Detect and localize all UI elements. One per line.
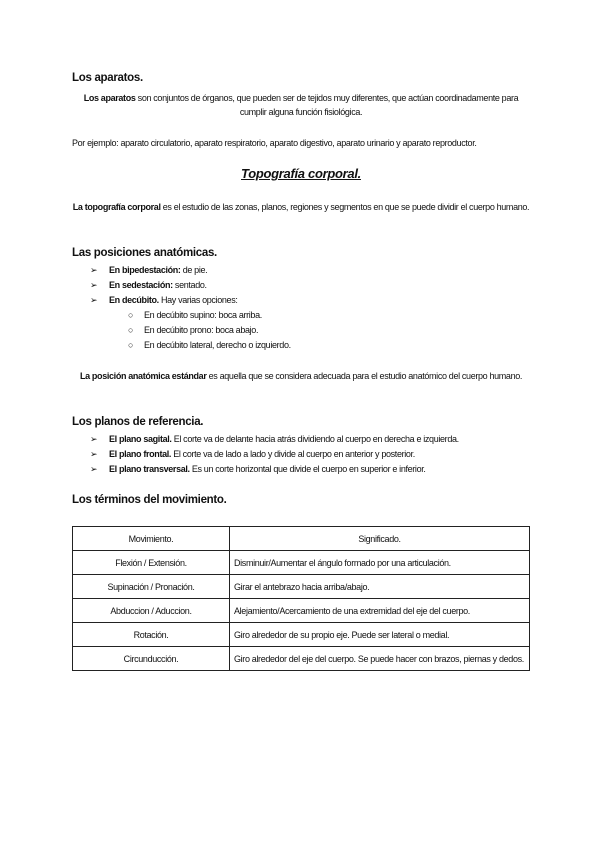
table-row — [73, 647, 530, 671]
item-text: En decúbito lateral, derecho o izquierdo. — [144, 340, 291, 350]
table-row — [73, 575, 530, 599]
sub-list-item — [90, 308, 530, 323]
movement-cell: Supinación / Pronación. — [73, 575, 230, 599]
sub-list-item — [90, 323, 530, 338]
table-row — [73, 623, 530, 647]
topografia-term: La topografía corporal — [72, 202, 161, 212]
circle-bullet-icon: ○ — [128, 310, 134, 320]
item-text: En decúbito supino: boca arriba. — [144, 310, 262, 320]
topografia-title: Topografía corporal. — [241, 166, 361, 181]
list-item — [90, 462, 530, 477]
item-text: El corte va de delante hacia atrás dividiendo al cuerpo en derecha e izquierda. — [171, 434, 459, 444]
aparatos-definition-text: son conjuntos de órganos, que pueden ser de tejidos muy diferentes, que actúan coordinadamente para cumplir alguna función fisiológica. — [135, 93, 519, 117]
arrow-bullet-icon: ➢ — [90, 295, 98, 305]
table-row — [73, 551, 530, 575]
posiciones-heading: Las posiciones anatómicas. — [72, 247, 217, 259]
meaning-cell: Giro alrededor de su propio eje. Puede ser lateral o medial. — [230, 623, 530, 647]
arrow-bullet-icon: ➢ — [90, 265, 98, 275]
movimiento-heading: Los términos del movimiento. — [72, 494, 227, 506]
arrow-bullet-icon: ➢ — [90, 449, 98, 459]
meaning-cell: Alejamiento/Acercamiento de una extremidad del eje del cuerpo. — [230, 599, 530, 623]
arrow-bullet-icon: ➢ — [90, 434, 98, 444]
list-item — [90, 278, 530, 293]
circle-bullet-icon: ○ — [128, 340, 134, 350]
column-header-movimiento: Movimiento. — [73, 527, 230, 551]
item-term: El plano frontal. — [109, 449, 172, 459]
meaning-cell: Girar el antebrazo hacia arriba/abajo. — [230, 575, 530, 599]
posicion-estandar-text: es aquella que se considera adecuada para el estudio anatómico del cuerpo humano. — [206, 371, 523, 381]
item-term: El plano sagital. — [109, 434, 172, 444]
aparatos-definition — [72, 91, 530, 119]
posicion-estandar-term: La posición anatómica estándar — [79, 371, 207, 381]
movement-cell: Abduccion / Aduccion. — [73, 599, 230, 623]
movement-cell: Rotación. — [73, 623, 230, 647]
movement-cell: Flexión / Extensión. — [73, 551, 230, 575]
meaning-cell: Disminuir/Aumentar el ángulo formado por una articulación. — [230, 551, 530, 575]
table-header-row — [73, 527, 530, 551]
item-text: Es un corte horizontal que divide el cuerpo en superior e inferior. — [189, 464, 426, 474]
list-item — [90, 293, 530, 308]
posiciones-list — [90, 263, 530, 353]
item-text: sentado. — [172, 280, 207, 290]
sub-list-item — [90, 338, 530, 353]
arrow-bullet-icon: ➢ — [90, 464, 98, 474]
movement-terms-table — [72, 526, 530, 671]
item-text: El corte va de lado a lado y divide al cuerpo en anterior y posterior. — [171, 449, 415, 459]
column-header-significado: Significado. — [230, 527, 530, 551]
planos-list — [90, 432, 530, 477]
item-term: El plano transversal. — [109, 464, 190, 474]
circle-bullet-icon: ○ — [128, 325, 134, 335]
list-item — [90, 263, 530, 278]
planos-heading: Los planos de referencia. — [72, 416, 204, 428]
item-text: En decúbito prono: boca abajo. — [144, 325, 259, 335]
list-item — [90, 432, 530, 447]
movement-cell: Circunducción. — [73, 647, 230, 671]
item-term: En decúbito. — [109, 295, 159, 305]
item-text: de pie. — [180, 265, 208, 275]
topografia-definition — [72, 200, 530, 214]
list-item — [90, 447, 530, 462]
table-row — [73, 599, 530, 623]
topografia-definition-text: es el estudio de las zonas, planos, regiones y segmentos en que se puede dividir el cuerpo humano. — [160, 202, 530, 212]
aparatos-heading: Los aparatos. — [72, 72, 143, 84]
item-term: En bipedestación: — [109, 265, 181, 275]
arrow-bullet-icon: ➢ — [90, 280, 98, 290]
aparatos-example: Por ejemplo: aparato circulatorio, aparato respiratorio, aparato digestivo, aparato urinario y aparato reproductor. — [72, 138, 477, 148]
item-text: Hay varias opciones: — [158, 295, 238, 305]
posicion-estandar-paragraph — [72, 369, 530, 383]
aparatos-term: Los aparatos — [83, 93, 136, 103]
item-term: En sedestación: — [109, 280, 173, 290]
meaning-cell: Giro alrededor del eje del cuerpo. Se puede hacer con brazos, piernas y dedos. — [230, 647, 530, 671]
